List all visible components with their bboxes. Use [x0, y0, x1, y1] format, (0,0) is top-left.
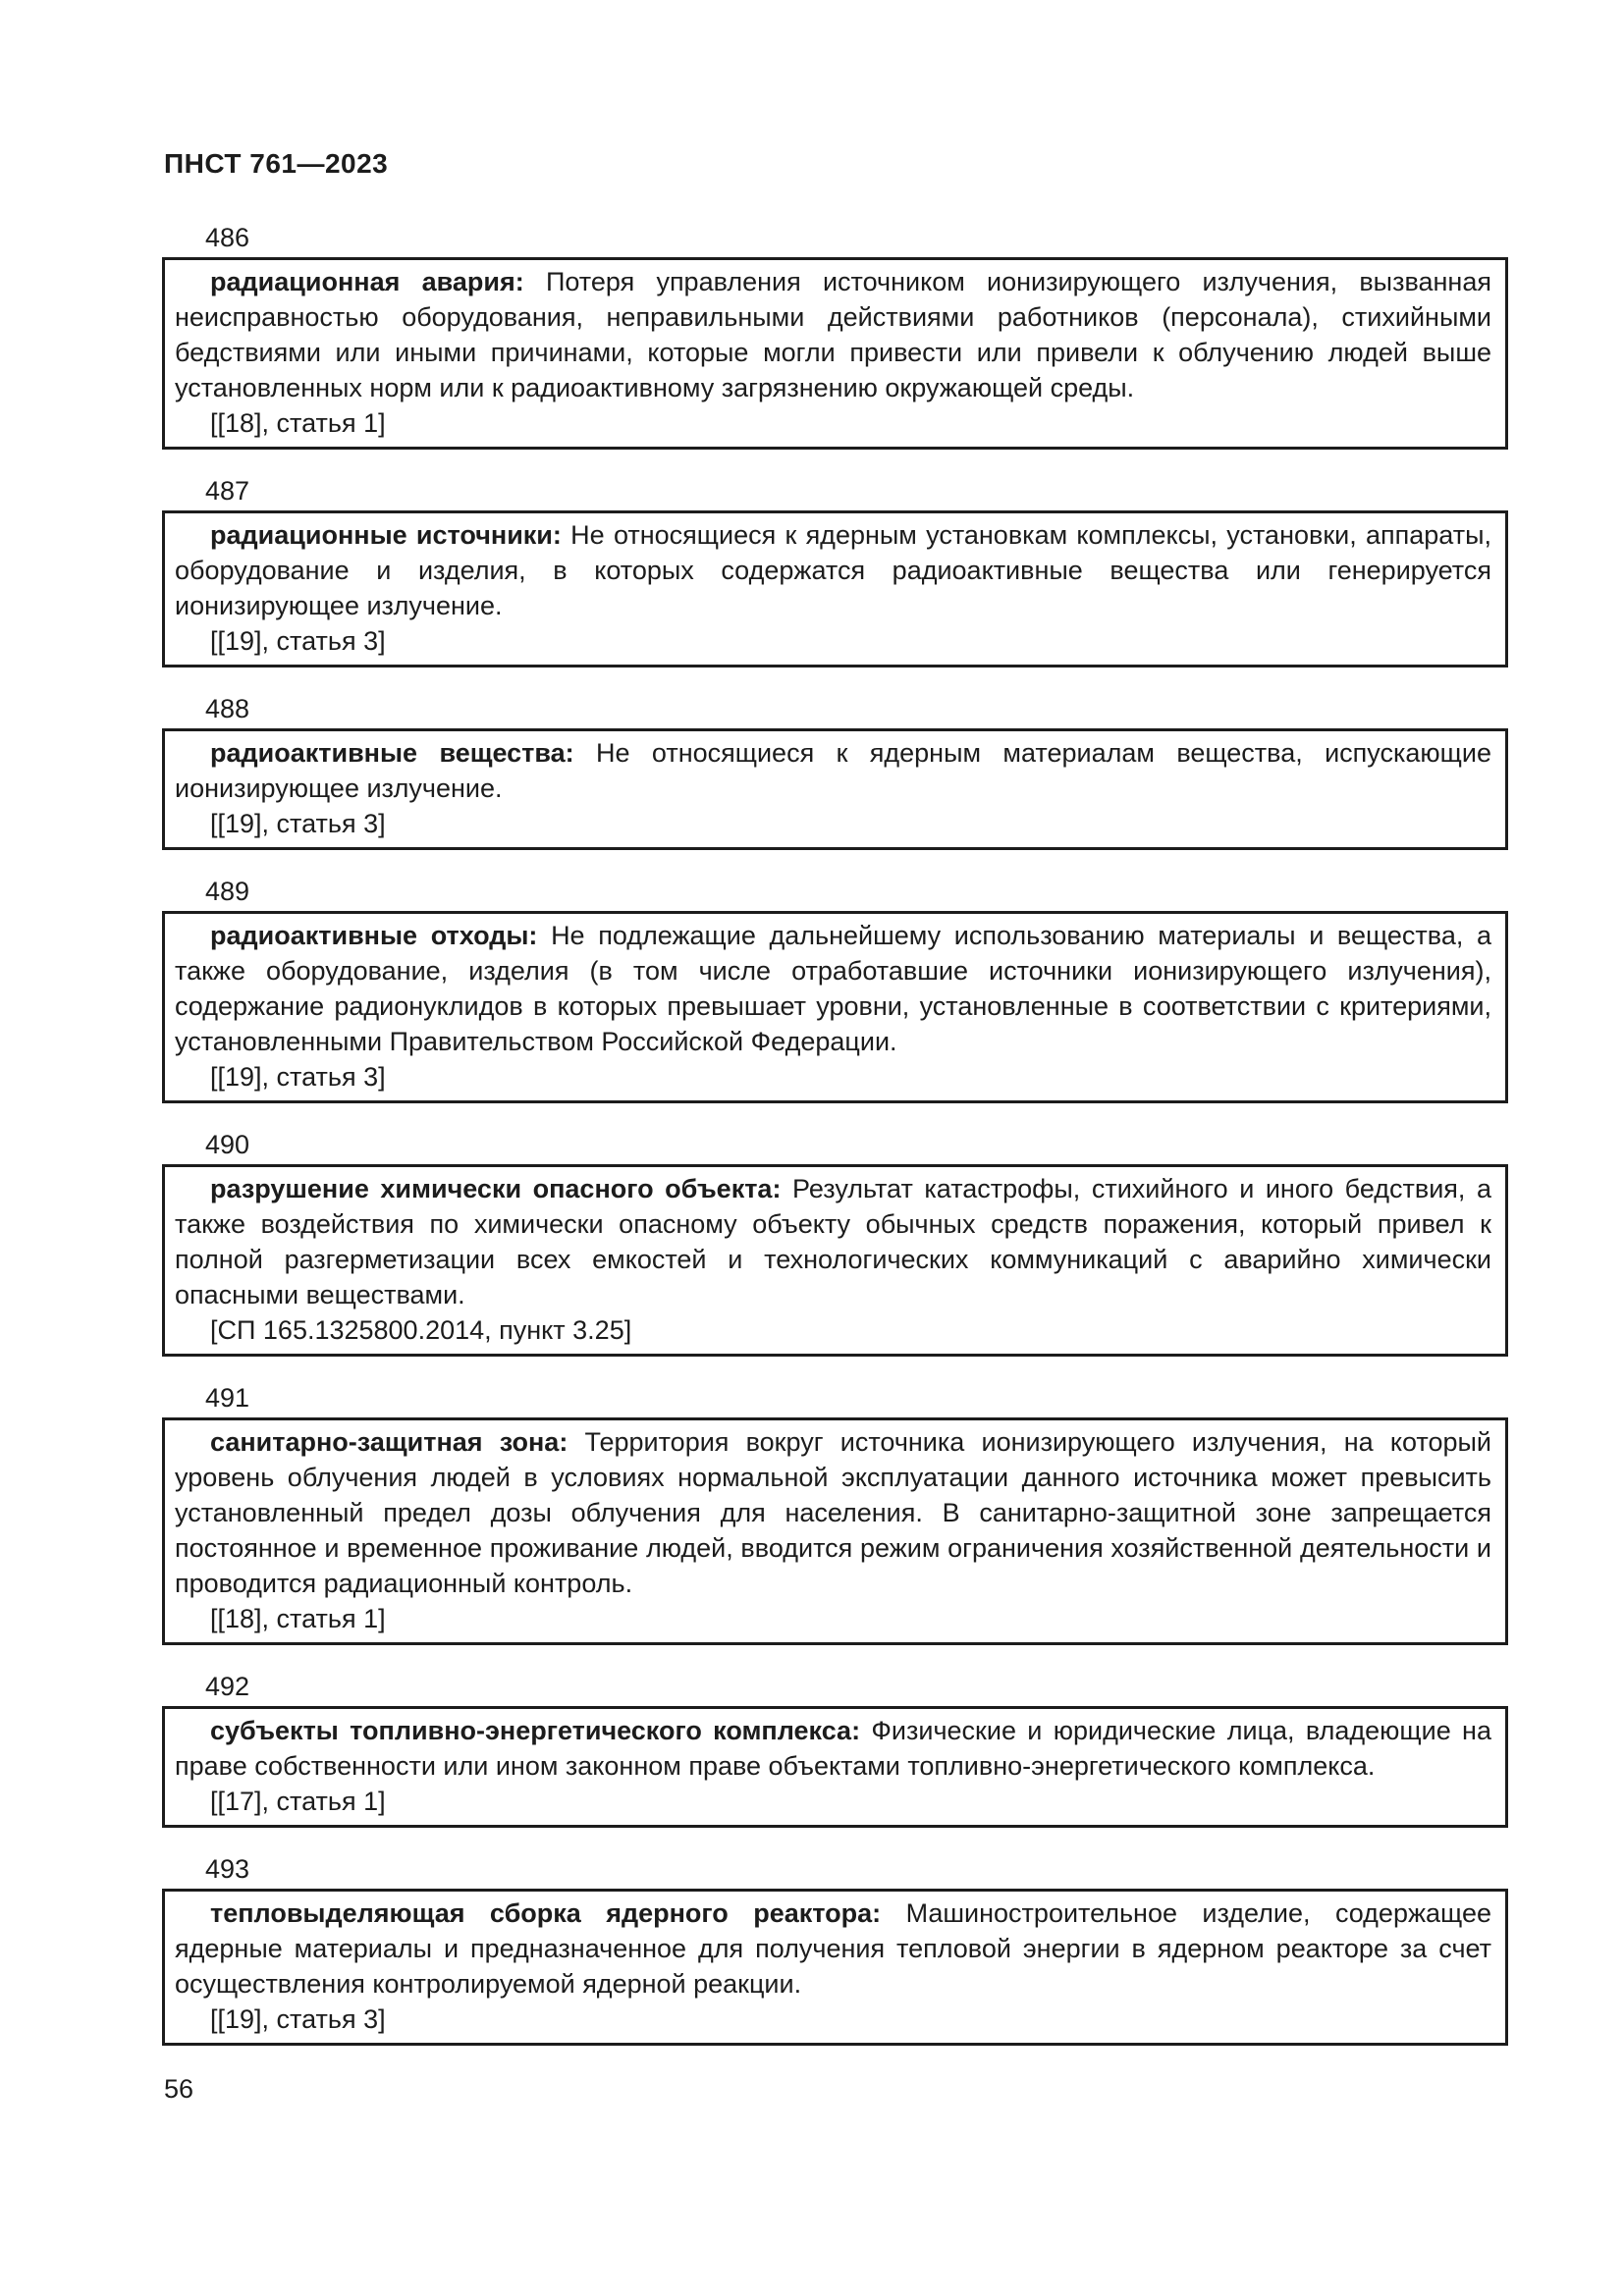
entry-term: радиоактивные вещества:	[210, 738, 574, 768]
entry-citation: [[17], статья 1]	[210, 1787, 386, 1816]
term-entry	[162, 1851, 1508, 2046]
entry-paragraph	[175, 735, 1491, 806]
entry-number: 487	[205, 476, 250, 506]
entry-term: санитарно-защитная зона:	[210, 1427, 568, 1457]
document-title: ПНСТ 761—2023	[164, 148, 389, 179]
entry-term: субъекты топливно-энергетического комплекса:	[210, 1716, 861, 1745]
entry-citation: [[18], статья 1]	[210, 1604, 386, 1633]
entry-term: радиоактивные отходы:	[210, 921, 538, 950]
entry-definition-text: Не относящиеся к ядерным установкам комплексы, установки, аппараты, оборудование и изделия, в которых содержатся радиоактивные вещества или генерируется ионизирующее излучение.	[175, 520, 1491, 620]
entry-number: 489	[205, 877, 250, 906]
term-entry	[162, 1127, 1508, 1357]
entry-definition-text: Не относящиеся к ядерным материалам вещества, испускающие ионизирующее излучение.	[175, 738, 1491, 803]
term-entry	[162, 473, 1508, 667]
entry-paragraph	[175, 1424, 1491, 1601]
entry-citation: [[19], статья 3]	[210, 1062, 386, 1092]
term-entry	[162, 874, 1508, 1103]
entry-number: 486	[205, 223, 250, 252]
term-entry	[162, 220, 1508, 450]
entry-definition-text: Результат катастрофы, стихийного и иного бедствия, а также воздействия по химически опасному объекту обычных средств поражения, который привел к полной разгерметизации всех емкостей и технологических коммуникаций с аварийно химически опасными веществами.	[175, 1174, 1492, 1309]
entry-term: радиационные источники:	[210, 520, 562, 550]
entry-box	[162, 1417, 1508, 1645]
entry-number: 493	[205, 1854, 250, 1884]
entry-paragraph	[175, 1171, 1491, 1312]
entry-box	[162, 728, 1508, 850]
entry-box	[162, 1164, 1508, 1357]
entry-paragraph	[175, 1713, 1491, 1784]
entry-citation: [[19], статья 3]	[210, 809, 386, 838]
entry-term: разрушение химически опасного объекта:	[210, 1174, 782, 1203]
entry-box	[162, 1706, 1508, 1828]
entry-paragraph	[175, 264, 1491, 405]
entry-number: 488	[205, 694, 250, 723]
entry-number: 490	[205, 1130, 250, 1159]
entry-number: 491	[205, 1383, 250, 1413]
entry-term: радиационная авария:	[210, 267, 524, 296]
entry-box	[162, 911, 1508, 1103]
entry-term: тепловыделяющая сборка ядерного реактора:	[210, 1898, 882, 1928]
entry-box	[162, 510, 1508, 667]
term-entry	[162, 1380, 1508, 1645]
entry-definition-text: Потеря управления источником ионизирующего излучения, вызванная неисправностью оборудования, неправильными действиями работников (персонала), стихийными бедствиями или иными причинами, которые могли привести или привели к облучению людей выше установленных норм или к радиоактивному загрязнению окружающей среды.	[175, 267, 1491, 402]
entry-citation: [[19], статья 3]	[210, 626, 386, 656]
entry-paragraph	[175, 517, 1491, 623]
entry-paragraph	[175, 918, 1491, 1059]
entry-paragraph	[175, 1896, 1491, 2002]
entry-definition-text: Не подлежащие дальнейшему использованию материалы и вещества, а также оборудование, изделия (в том числе отработавшие источники ионизирующего излучения), содержание радионуклидов в которых превышает уровни, установленные в соответствии с критериями, установленными Правительством Российской Федерации.	[175, 921, 1491, 1056]
entry-definition-text: Территория вокруг источника ионизирующего излучения, на который уровень облучения людей в условиях нормальной эксплуатации данного источника может превысить установленный предел дозы облучения для населения. В санитарно-защитной зоне запрещается постоянное и временное проживание людей, вводится режим ограничения хозяйственной деятельности и проводится радиационный контроль.	[175, 1427, 1491, 1598]
term-entry	[162, 691, 1508, 850]
page-number: 56	[164, 2074, 194, 2104]
entry-citation: [[18], статья 1]	[210, 408, 386, 438]
entry-citation: [СП 165.1325800.2014, пункт 3.25]	[210, 1315, 632, 1345]
entry-citation: [[19], статья 3]	[210, 2004, 386, 2034]
entry-box	[162, 257, 1508, 450]
term-entry	[162, 1669, 1508, 1828]
entry-definition-text: Физические и юридические лица, владеющие на праве собственности или ином законном праве объектами топливно-энергетического комплекса.	[175, 1716, 1491, 1781]
terminology-entries	[162, 220, 1508, 2046]
entry-definition-text: Машиностроительное изделие, содержащее ядерные материалы и предназначенное для получения тепловой энергии в ядерном реакторе за счет осуществления контролируемой ядерной реакции.	[175, 1898, 1491, 1999]
entry-number: 492	[205, 1672, 250, 1701]
entry-box	[162, 1889, 1508, 2046]
